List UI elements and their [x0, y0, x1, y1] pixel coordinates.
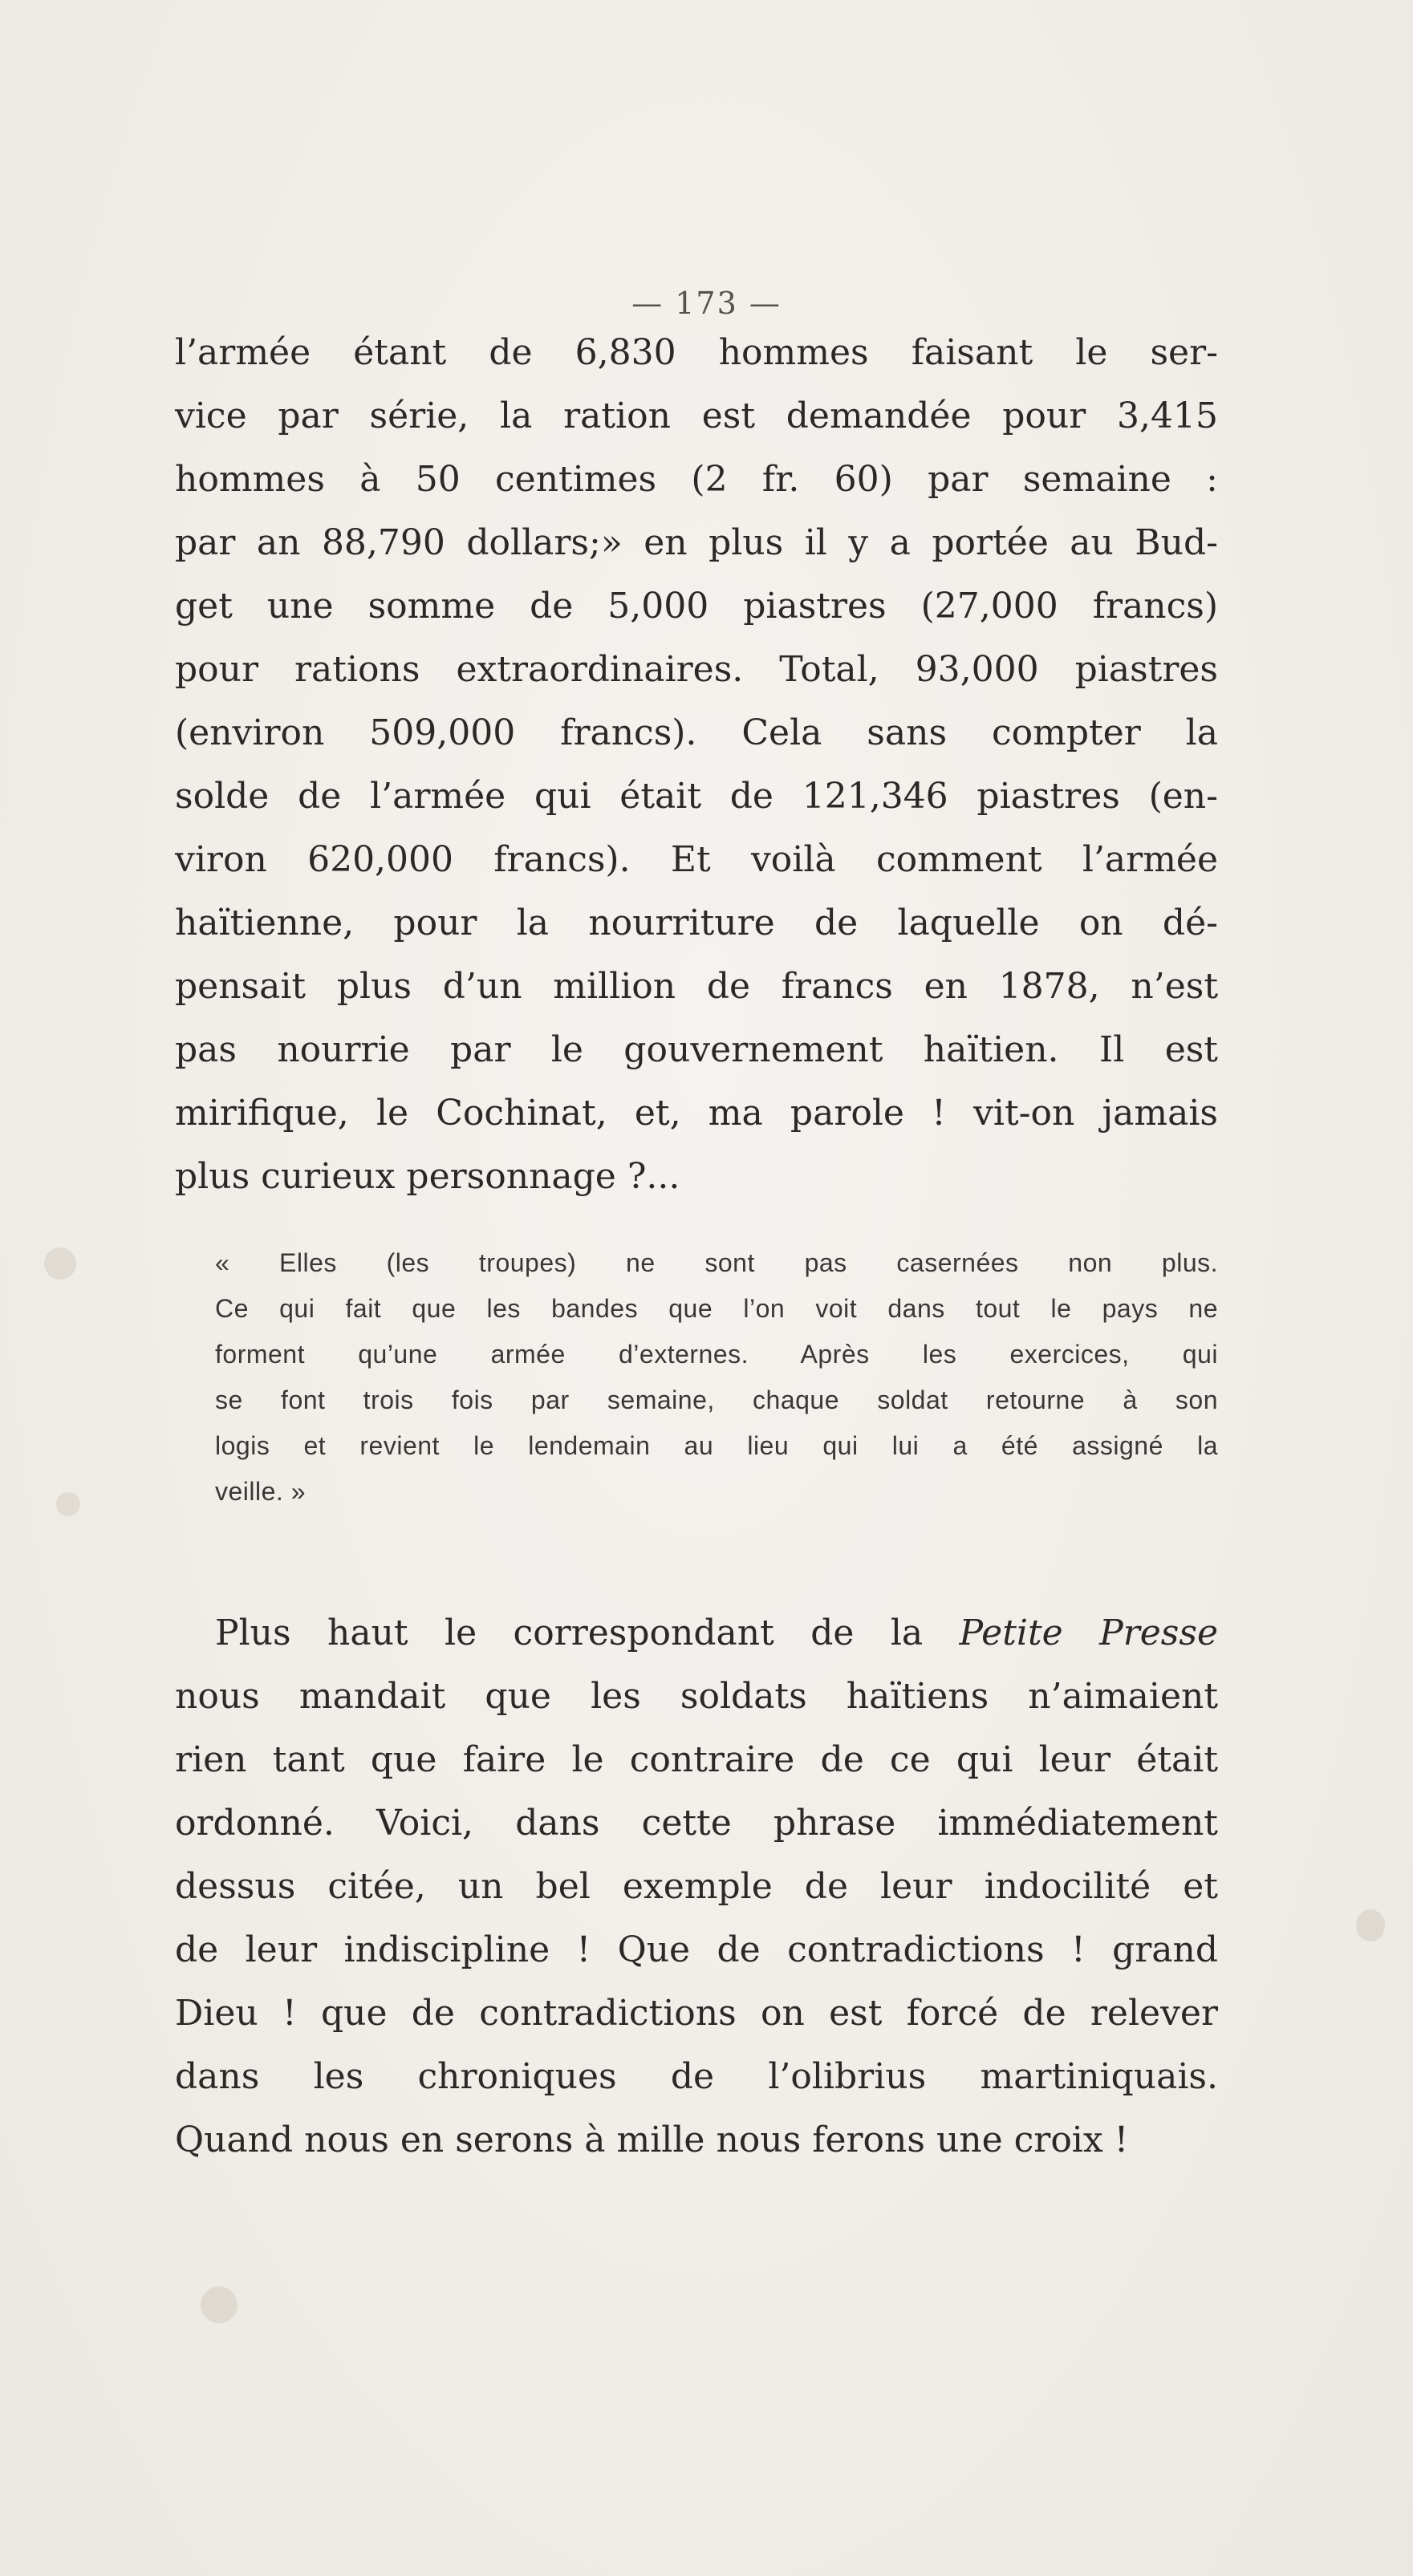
quote-block	[215, 1240, 1218, 1515]
text-line: l’armée étant de 6,830 hommes faisant le ser-	[175, 332, 1218, 373]
text-line: dans les chroniques de l’olibrius martiniquais.	[175, 2056, 1218, 2097]
text-line: pour rations extraordinaires. Total, 93,000 piastres	[175, 649, 1218, 690]
text-line: Ce qui fait que les bandes que l’on voit dans tout le pays ne	[215, 1294, 1218, 1323]
publication-title: Petite Presse	[959, 1613, 1218, 1653]
text-line: Quand nous en serons à mille nous ferons une croix !	[175, 2120, 1129, 2160]
paragraph-1	[175, 321, 1218, 1208]
text-line: get une somme de 5,000 piastres (27,000 francs)	[175, 586, 1218, 627]
text-line: ordonné. Voici, dans cette phrase immédiatement	[175, 1803, 1218, 1844]
text-line: solde de l’armée qui était de 121,346 piastres (en-	[175, 776, 1218, 817]
text-line: rien tant que faire le contraire de ce qui leur était	[175, 1739, 1218, 1780]
text-line: de leur indiscipline ! Que de contradictions ! grand	[175, 1929, 1218, 1970]
text-line: nous mandait que les soldats haïtiens n’aimaient	[175, 1676, 1218, 1717]
paper-stain	[44, 1247, 76, 1280]
text-line: dessus citée, un bel exemple de leur indocilité et	[175, 1866, 1218, 1907]
text-line: hommes à 50 centimes (2 fr. 60) par semaine :	[175, 459, 1218, 500]
text-line: « Elles (les troupes) ne sont pas casernées non plus.	[215, 1248, 1218, 1277]
text-line: (environ 509,000 francs). Cela sans compter la	[175, 712, 1218, 753]
text-line: viron 620,000 francs). Et voilà comment l’armée	[175, 839, 1218, 880]
text-line: pas nourrie par le gouvernement haïtien. Il est	[175, 1029, 1218, 1070]
text-line: vice par série, la ration est demandée pour 3,415	[175, 396, 1218, 436]
text-line: veille. »	[215, 1477, 306, 1506]
text-line: plus curieux personnage ?...	[175, 1156, 680, 1197]
paper-stain	[56, 1492, 80, 1516]
text-line: Dieu ! que de contradictions on est forcé de relever	[175, 1993, 1218, 2034]
paper-stain	[201, 2286, 238, 2323]
page-number: — 173 —	[631, 286, 782, 321]
text-line: pensait plus d’un million de francs en 1878, n’est	[175, 966, 1218, 1007]
text-line: logis et revient le lendemain au lieu qui lui a été assigné la	[215, 1431, 1218, 1460]
paper-stain	[1356, 1909, 1385, 1941]
text-line: forment qu’une armée d’externes. Après les exercices, qui	[215, 1340, 1218, 1369]
text-line: par an 88,790 dollars;» en plus il y a portée au Bud-	[175, 522, 1218, 563]
text-line: mirifique, le Cochinat, et, ma parole ! vit-on jamais	[175, 1093, 1218, 1134]
paragraph-3	[175, 1601, 1218, 2172]
text-line: se font trois fois par semaine, chaque soldat retourne à son	[215, 1385, 1218, 1414]
text-line: haïtienne, pour la nourriture de laquelle on dé-	[175, 903, 1218, 943]
text-line: Plus haut le correspondant de la Petite Presse	[215, 1613, 1218, 1653]
